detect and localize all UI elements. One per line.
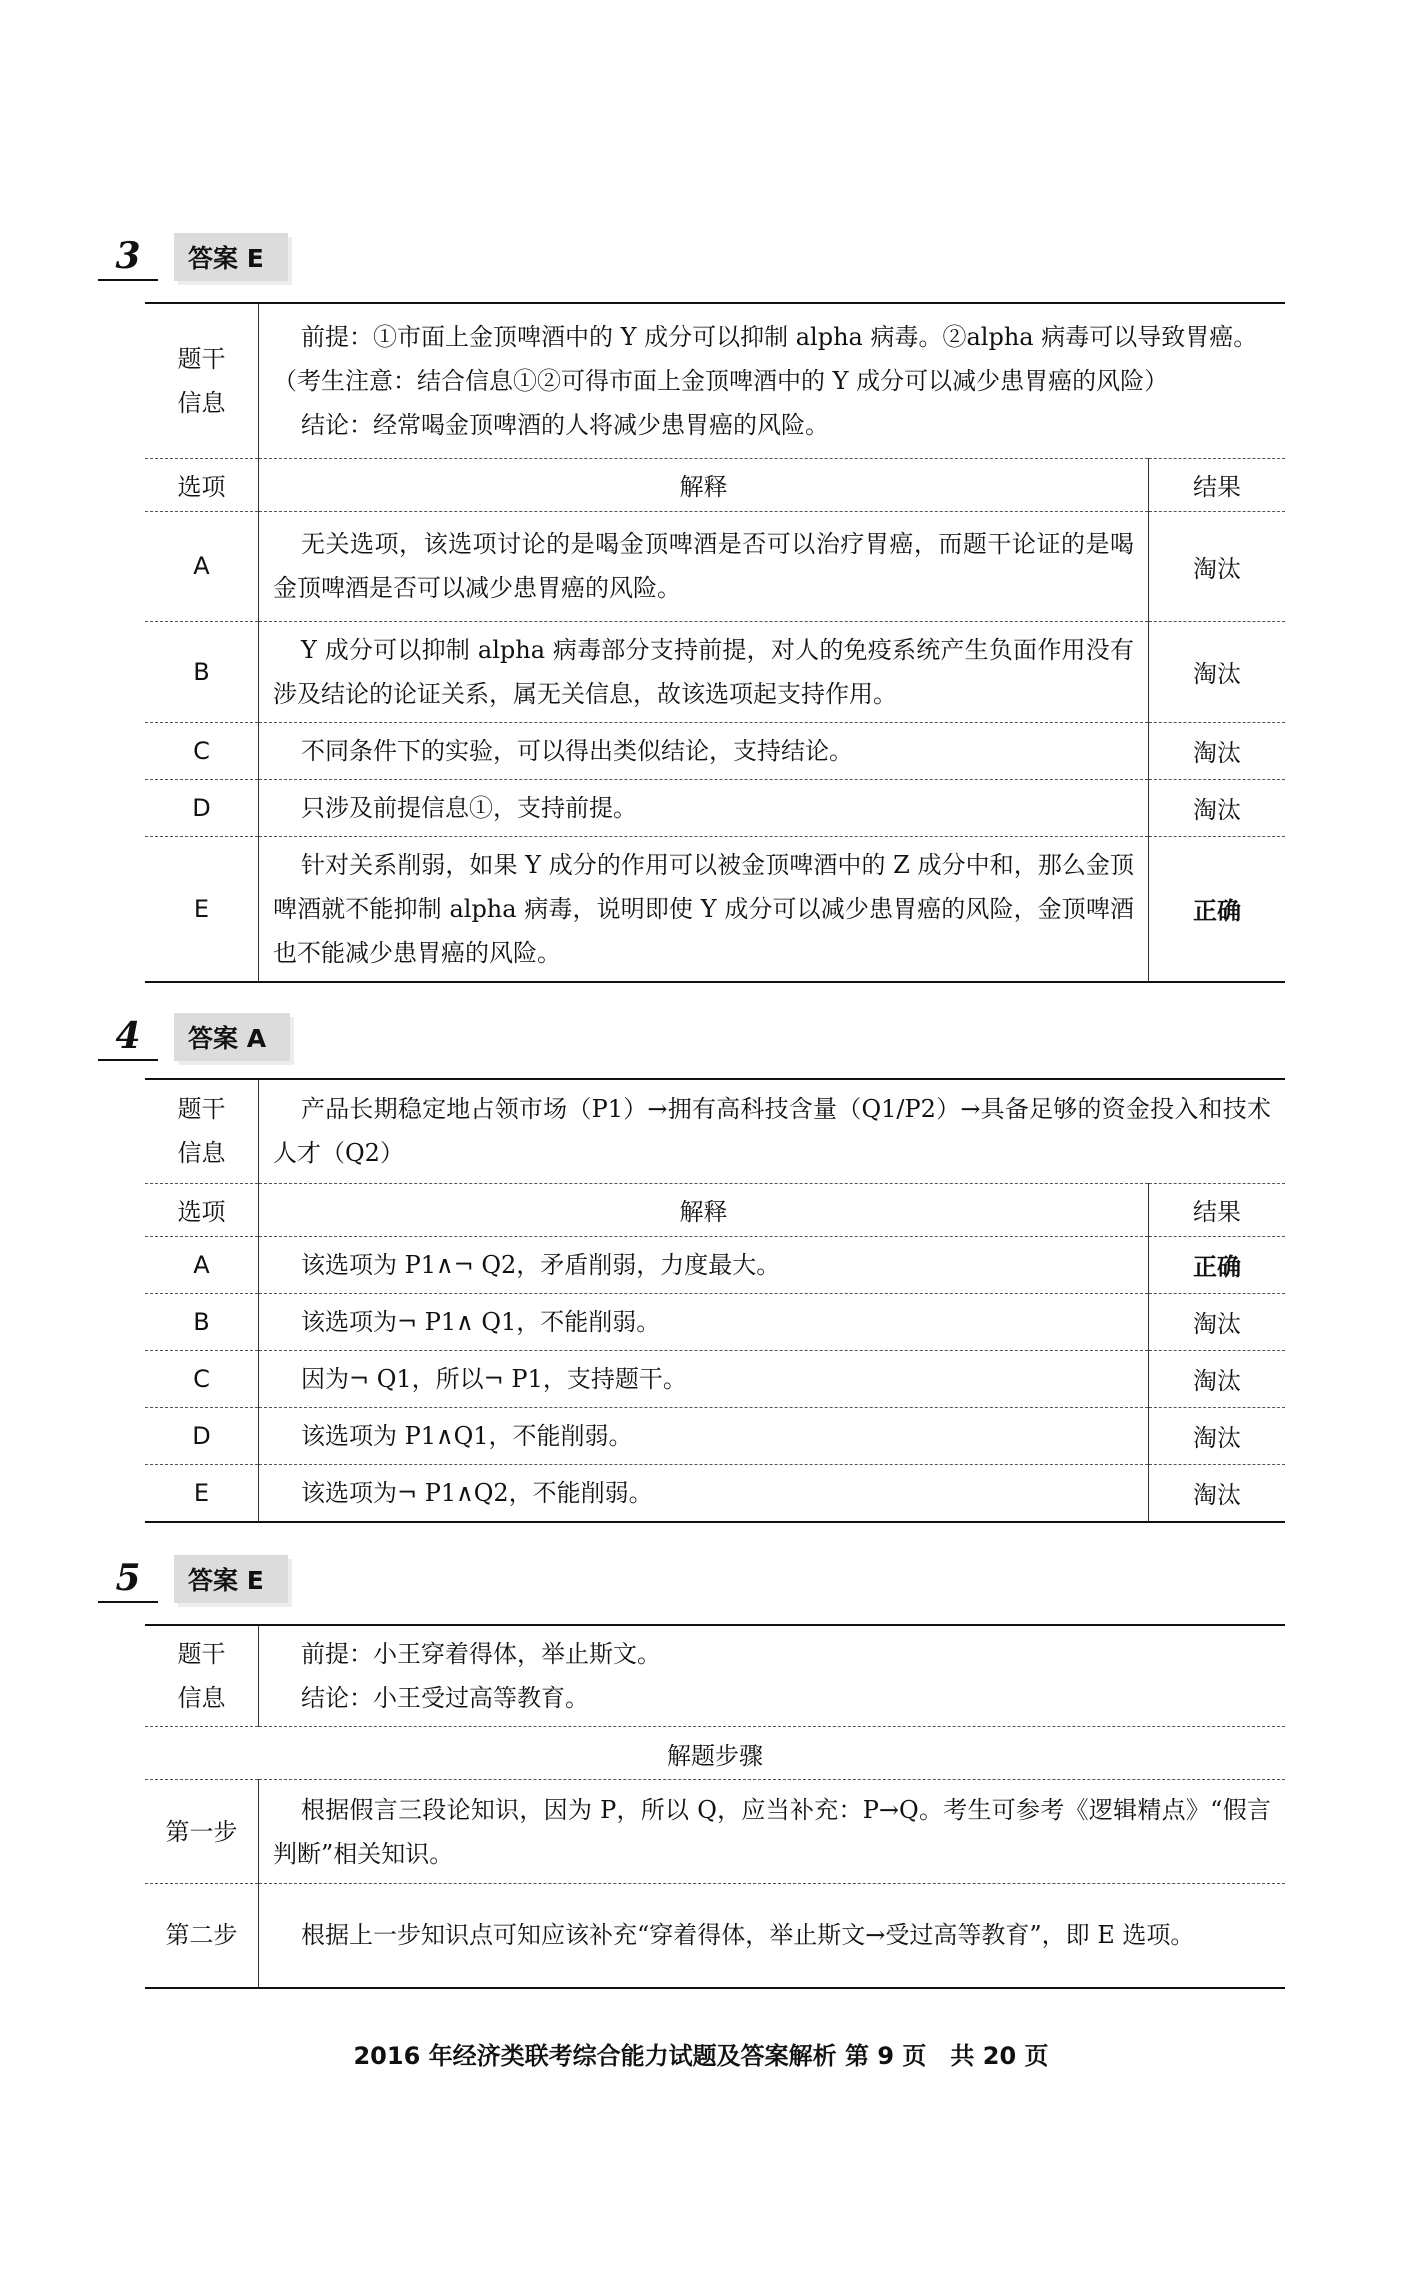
option-result: 淘汰 (1149, 722, 1286, 779)
table-row (145, 722, 1285, 779)
option-label: D (145, 779, 259, 836)
option-result: 淘汰 (1149, 779, 1286, 836)
q4-answer-badge: 答案 A (174, 1013, 290, 1061)
option-result: 淘汰 (1149, 1407, 1286, 1464)
q5-steps-header: 解题步骤 (145, 1727, 1285, 1780)
option-explanation: 针对关系削弱，如果 Y 成分的作用可以被金顶啤酒中的 Z 成分中和，那么金顶啤酒就不能抑制 alpha 病毒，说明即使 Y 成分可以减少患胃癌的风险，金顶啤酒也不能减少患胃癌的风险。 (273, 850, 1134, 967)
table-row (145, 1236, 1285, 1293)
option-label: E (145, 1464, 259, 1522)
step-label: 第二步 (145, 1884, 259, 1988)
table-row (145, 1464, 1285, 1522)
option-result: 淘汰 (1149, 1464, 1286, 1522)
option-label: B (145, 1293, 259, 1350)
option-explanation: 该选项为¬ P1∧Q2，不能削弱。 (301, 1478, 653, 1507)
option-label: D (145, 1407, 259, 1464)
option-explanation: 因为¬ Q1，所以¬ P1，支持题干。 (301, 1364, 687, 1393)
q5-stem (259, 1625, 1286, 1727)
page-footer: 2016 年经济类联考综合能力试题及答案解析 第 9 页 共 20 页 (353, 2042, 1049, 2070)
q4-stem-label: 题干 信息 (145, 1079, 259, 1183)
q4-header-option: 选项 (145, 1183, 259, 1236)
option-explanation: 该选项为 P1∧Q1，不能削弱。 (301, 1421, 633, 1450)
q3-answer-badge: 答案 E (174, 233, 288, 281)
table-row (145, 1407, 1285, 1464)
q3-stem-label: 题干 信息 (145, 303, 259, 458)
q4-header-explain: 解释 (259, 1183, 1149, 1236)
q4-premise-chain: 产品长期稳定地占领市场（P1）→拥有高科技含量（Q1/P2）→具备足够的资金投入和技术人才（Q2） (273, 1095, 1271, 1168)
q3-note: （考生注意：结合信息①②可得市面上金顶啤酒中的 Y 成分可以减少患胃癌的风险） (273, 366, 1169, 395)
q4-heading (115, 1006, 290, 1068)
q5-number: 5 (98, 1555, 158, 1603)
table-row (145, 1350, 1285, 1407)
option-result: 淘汰 (1149, 621, 1286, 722)
q4-table (145, 1078, 1285, 1523)
table-row (145, 836, 1285, 982)
q3-header-explain: 解释 (259, 458, 1149, 511)
option-result: 淘汰 (1149, 1293, 1286, 1350)
table-row (145, 779, 1285, 836)
table-row (145, 1884, 1285, 1988)
step-label: 第一步 (145, 1780, 259, 1884)
option-explanation: 只涉及前提信息①，支持前提。 (301, 793, 637, 822)
q5-stem-label: 题干 信息 (145, 1625, 259, 1727)
option-explanation: 不同条件下的实验，可以得出类似结论，支持结论。 (301, 736, 853, 765)
option-explanation: 无关选项，该选项讨论的是喝金顶啤酒是否可以治疗胃癌，而题干论证的是喝金顶啤酒是否可以减少患胃癌的风险。 (273, 530, 1134, 602)
option-label: A (145, 1236, 259, 1293)
option-result: 淘汰 (1149, 511, 1286, 621)
table-row (145, 511, 1285, 621)
option-explanation: 该选项为¬ P1∧ Q1，不能削弱。 (301, 1307, 661, 1336)
table-row (145, 621, 1285, 722)
option-label: A (145, 511, 259, 621)
q3-header-option: 选项 (145, 458, 259, 511)
q3-stem (259, 303, 1286, 458)
table-row (145, 1780, 1285, 1884)
q3-heading (115, 226, 288, 288)
q5-heading (115, 1548, 288, 1610)
option-result: 正确 (1149, 1236, 1286, 1293)
q5-conclusion: 结论：小王受过高等教育。 (301, 1684, 589, 1712)
q4-number: 4 (98, 1013, 158, 1061)
option-result: 淘汰 (1149, 1350, 1286, 1407)
option-explanation: Y 成分可以抑制 alpha 病毒部分支持前提，对人的免疫系统产生负面作用没有涉及结论的论证关系，属无关信息，故该选项起支持作用。 (273, 635, 1134, 708)
option-label: C (145, 1350, 259, 1407)
q3-conclusion: 结论：经常喝金顶啤酒的人将减少患胃癌的风险。 (301, 410, 829, 439)
table-row (145, 1293, 1285, 1350)
q3-number: 3 (98, 233, 158, 281)
q4-header-result: 结果 (1149, 1183, 1286, 1236)
option-label: B (145, 621, 259, 722)
q5-premise: 前提：小王穿着得体，举止斯文。 (301, 1640, 661, 1668)
q3-premise: 前提：①市面上金顶啤酒中的 Y 成分可以抑制 alpha 病毒。②alpha 病毒可以导致胃癌。 (301, 322, 1258, 351)
step-text: 根据假言三段论知识，因为 P，所以 Q，应当补充：P→Q。考生可参考《逻辑精点》“假言判断”相关知识。 (273, 1795, 1271, 1868)
option-result: 正确 (1149, 836, 1286, 982)
q5-answer-badge: 答案 E (174, 1555, 288, 1603)
option-label: E (145, 836, 259, 982)
option-label: C (145, 722, 259, 779)
option-explanation: 该选项为 P1∧¬ Q2，矛盾削弱，力度最大。 (301, 1250, 781, 1279)
q5-table (145, 1624, 1285, 1989)
q3-header-result: 结果 (1149, 458, 1286, 511)
step-text: 根据上一步知识点可知应该补充“穿着得体，举止斯文→受过高等教育”，即 E 选项。 (301, 1921, 1195, 1950)
q3-table (145, 302, 1285, 983)
q4-stem (259, 1079, 1286, 1183)
